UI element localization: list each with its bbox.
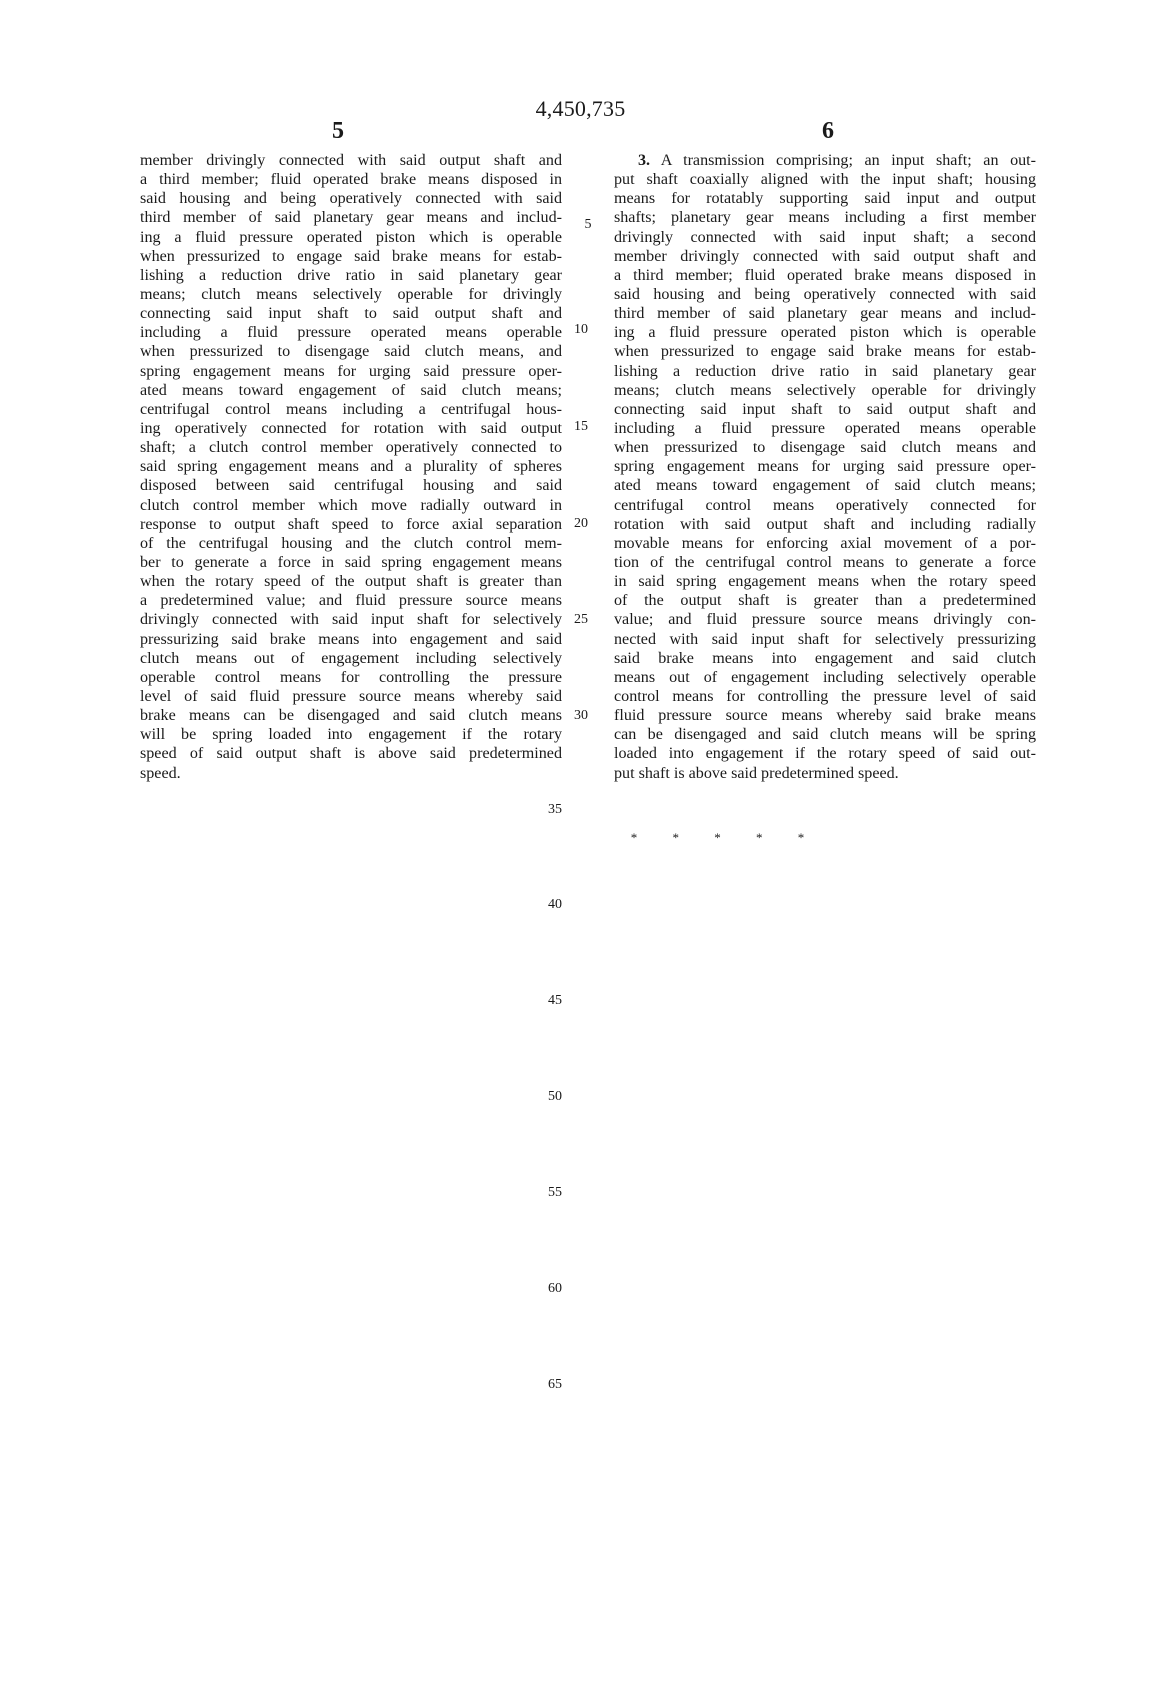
text-line: operable control means for controlling the pressure [140, 668, 562, 686]
text-line: means for rotatably supporting said input and output [614, 190, 1036, 208]
text-line: clutch means out of engagement including selectively [140, 649, 562, 667]
text-line: ber to generate a force in said spring engagement means [140, 553, 562, 571]
text-line: third member of said planetary gear means and includ- [140, 209, 562, 227]
gutter-line-number: 60 [548, 1281, 562, 1296]
text-line: means; clutch means selectively operable for drivingly [140, 285, 562, 303]
left-column-number: 5 [332, 118, 344, 144]
text-line: third member of said planetary gear means and includ- [614, 305, 1036, 323]
gutter-line-number: 20 [574, 516, 588, 531]
text-line: means out of engagement including selectively operable [614, 668, 1036, 686]
text-line: spring engagement means for urging said pressure oper- [614, 458, 1036, 476]
text-line: centrifugal control means including a centrifugal hous- [140, 400, 562, 418]
gutter-line-number: 30 [574, 708, 588, 723]
text-line: ated means toward engagement of said clutch means; [614, 477, 1036, 495]
end-of-document-marker: * * * * * [630, 830, 821, 845]
text-line: control means for controlling the pressure level of said [614, 687, 1036, 705]
right-text-column [614, 151, 1036, 783]
text-line: said housing and being operatively connected with said [614, 285, 1036, 303]
text-line: ing a fluid pressure operated piston which is operable [614, 324, 1036, 342]
text-line: loaded into engagement if the rotary speed of said out- [614, 745, 1036, 763]
text-line: member drivingly connected with said output shaft and [140, 152, 562, 169]
text-line: centrifugal control means operatively connected for [614, 496, 1036, 514]
text-line: spring engagement means for urging said pressure oper- [140, 362, 562, 380]
text-line: said housing and being operatively connected with said [140, 190, 562, 208]
text-line: rotation with said output shaft and including radially [614, 515, 1036, 533]
text-line: clutch control member which move radially outward in [140, 496, 562, 514]
text-line: ated means toward engagement of said clutch means; [140, 381, 562, 399]
text-line: member drivingly connected with said output shaft and [614, 247, 1036, 265]
text-line: shaft; a clutch control member operatively connected to [140, 439, 562, 457]
text-line: put shaft coaxially aligned with the input shaft; housing [614, 171, 1036, 189]
text-line: when pressurized to engage said brake means for estab- [140, 247, 562, 265]
text-line: tion of the centrifugal control means to generate a force [614, 553, 1036, 571]
text-line: when pressurized to disengage said clutch means and [614, 439, 1036, 457]
text-line: pressurizing said brake means into engagement and said [140, 630, 562, 648]
claim-first-line-text: A transmission comprising; an input shaft; an out- [660, 152, 1036, 169]
text-line: ing a fluid pressure operated piston which is operable [140, 228, 562, 246]
text-line: speed of said output shaft is above said predetermined [140, 745, 562, 763]
text-line: ing operatively connected for rotation with said output [140, 419, 562, 437]
gutter-line-number: 40 [548, 897, 562, 912]
text-line: including a fluid pressure operated means operable [614, 419, 1036, 437]
left-text-column [140, 151, 562, 783]
text-line: in said spring engagement means when the rotary speed [614, 573, 1036, 591]
gutter-line-number: 55 [548, 1185, 562, 1200]
right-column-number: 6 [822, 118, 834, 144]
text-line: disposed between said centrifugal housing and said [140, 477, 562, 495]
gutter-line-number: 50 [548, 1089, 562, 1104]
text-line: lishing a reduction drive ratio in said planetary gear [614, 362, 1036, 380]
gutter-line-number: 35 [548, 802, 562, 817]
text-line: when pressurized to engage said brake means for estab- [614, 343, 1036, 361]
text-line: said brake means into engagement and said clutch [614, 649, 1036, 667]
text-line: will be spring loaded into engagement if the rotary [140, 726, 562, 744]
text-line: means; clutch means selectively operable for drivingly [614, 381, 1036, 399]
text-line: a predetermined value; and fluid pressure source means [140, 592, 562, 610]
patent-number: 4,450,735 [535, 96, 626, 121]
text-line: including a fluid pressure operated means operable [140, 324, 562, 342]
text-line: when the rotary speed of the output shaft is greater than [140, 573, 562, 591]
text-line: speed. [140, 764, 181, 782]
text-line: drivingly connected with said input shaft; a second [614, 228, 1036, 246]
gutter-line-number: 65 [548, 1377, 562, 1392]
text-line: put shaft is above said predetermined speed. [614, 764, 899, 782]
gutter-line-number: 25 [574, 612, 588, 627]
text-line: of the output shaft is greater than a predetermined [614, 592, 1036, 610]
claim-number: 3. [638, 152, 651, 169]
text-line: connecting said input shaft to said output shaft and [614, 400, 1036, 418]
text-line: a third member; fluid operated brake means disposed in [614, 266, 1036, 284]
text-line: connecting said input shaft to said output shaft and [140, 305, 562, 323]
text-line: a third member; fluid operated brake means disposed in [140, 171, 562, 189]
gutter-line-number: 5 [584, 217, 592, 232]
text-line: when pressurized to disengage said clutch means, and [140, 343, 562, 361]
text-line: of the centrifugal housing and the clutch control mem- [140, 534, 562, 552]
text-line: can be disengaged and said clutch means will be spring [614, 726, 1036, 744]
text-line: nected with said input shaft for selectively pressurizing [614, 630, 1036, 648]
text-line: shafts; planetary gear means including a first member [614, 209, 1036, 227]
text-line: lishing a reduction drive ratio in said planetary gear [140, 266, 562, 284]
text-line: fluid pressure source means whereby said brake means [614, 707, 1036, 725]
gutter-line-number: 45 [548, 993, 562, 1008]
gutter-line-number: 10 [574, 322, 588, 337]
text-line: response to output shaft speed to force axial separation [140, 515, 562, 533]
text-line: level of said fluid pressure source means whereby said [140, 687, 562, 705]
text-line: movable means for enforcing axial movement of a por- [614, 534, 1036, 552]
text-line: brake means can be disengaged and said clutch means [140, 707, 562, 725]
text-line: drivingly connected with said input shaft for selectively [140, 611, 562, 629]
claim-first-line [614, 151, 1036, 170]
text-line: value; and fluid pressure source means drivingly con- [614, 611, 1036, 629]
text-line: said spring engagement means and a plurality of spheres [140, 458, 562, 476]
gutter-line-number: 15 [574, 419, 588, 434]
